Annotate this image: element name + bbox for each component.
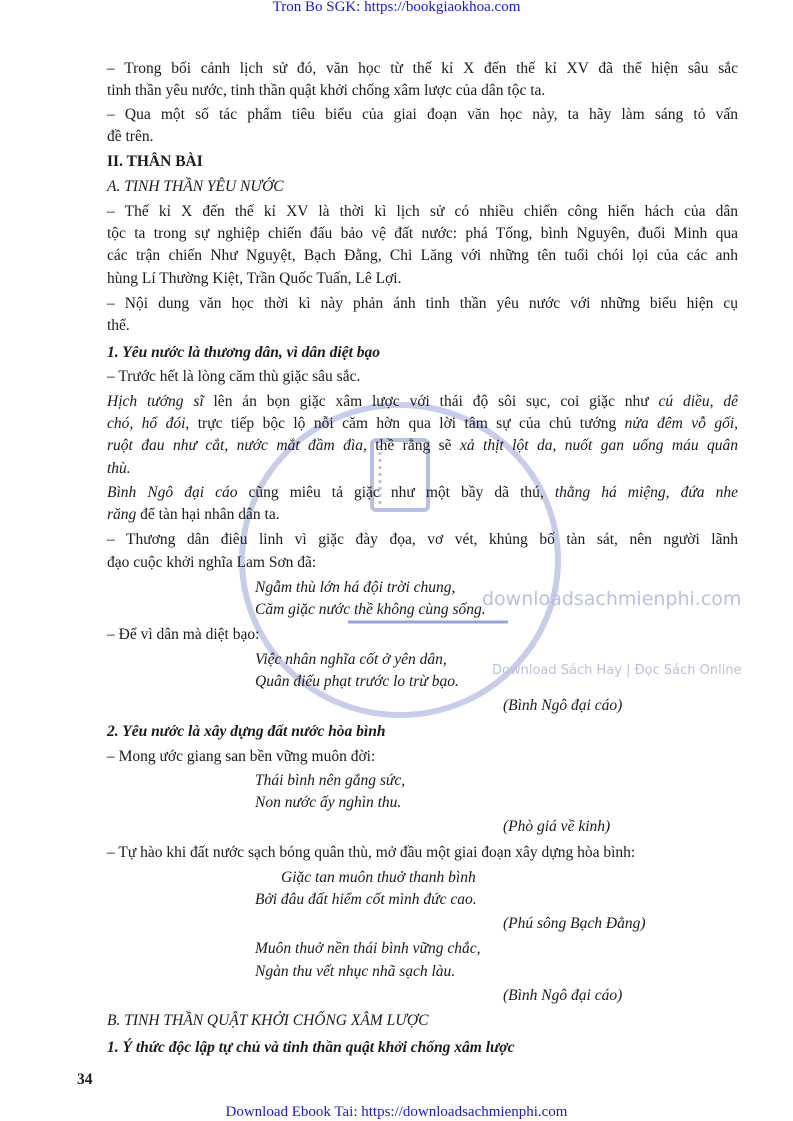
page-number: 34	[77, 1071, 93, 1088]
verse-line: Căm giặc nước thề không cùng sống.	[255, 601, 486, 618]
header-link[interactable]: Tron Bo SGK: https://bookgiaokhoa.com	[272, 0, 521, 15]
subsection-heading: 1. Yêu nước là thương dân, vì dân diệt bạo	[107, 344, 381, 361]
source-citation: (Bình Ngô đại cáo)	[503, 697, 623, 714]
paragraph-line: – Thế kỉ X đến thế kỉ XV là thời kì lịch sử có nhiều chiến công hiển hách của dân	[107, 203, 738, 220]
paragraph-line: thể.	[107, 317, 130, 334]
paragraph-line: – Thương dân điêu linh vì giặc đày đọa, vơ vét, khủng bố tàn sát, nên người lãnh	[107, 531, 738, 548]
intro-line: tinh thần yêu nước, tinh thần quật khởi chống xâm lược của dân tộc ta.	[107, 82, 546, 99]
intro-line: – Qua một số tác phẩm tiêu biểu của giai đoạn văn học này, ta hãy làm sáng tỏ vấn	[107, 106, 738, 123]
quote: ruột đau như cắt, nước mắt đầm đìa	[107, 437, 363, 454]
verse-line: Giặc tan muôn thuở thanh bình	[281, 869, 476, 886]
source-citation: (Phú sông Bạch Đằng)	[503, 915, 646, 932]
work-title: Bình Ngô đại cáo	[107, 484, 238, 501]
quote: nửa đêm vỗ gối,	[624, 415, 738, 432]
paragraph-line	[107, 436, 738, 456]
quote: răng	[107, 506, 137, 523]
paragraph-line: – Nội dung văn học thời kì này phản ánh tinh thần yêu nước với những biểu hiện cụ	[107, 295, 738, 312]
paragraph-line	[107, 459, 738, 479]
quote: xả thịt lột da, nuốt gan uống máu quân	[460, 437, 738, 454]
subsection-heading: 1. Ý thức độc lập tự chủ và tinh thần quật khởi chống xâm lược	[107, 1039, 515, 1056]
text: , thề rằng sẽ	[363, 437, 460, 454]
work-title: Hịch tướng sĩ	[107, 393, 204, 410]
intro-line: – Trong bối cảnh lịch sử đó, văn học từ thế kỉ X đến thế kỉ XV đã thể hiện sâu sắc	[107, 60, 738, 77]
paragraph-line	[107, 414, 738, 434]
source-citation: (Phò giá về kinh)	[503, 818, 611, 835]
quote: chó, hổ đói	[107, 415, 186, 432]
intro-line: đề trên.	[107, 128, 154, 145]
section-heading: II. THÂN BÀI	[107, 153, 203, 170]
paragraph-line: tộc ta trong sự nghiệp chiến đấu bảo vệ đất nước: phá Tống, bình Nguyên, đuổi Minh qua	[107, 225, 738, 242]
section-heading: A. TINH THẦN YÊU NƯỚC	[107, 178, 284, 195]
paragraph-line: – Để vì dân mà diệt bạo:	[107, 626, 260, 643]
quote: thằng há miệng, đứa nhe	[554, 484, 738, 501]
source-citation: (Bình Ngô đại cáo)	[503, 987, 623, 1004]
section-heading: B. TINH THẦN QUẬT KHỞI CHỐNG XÂM LƯỢC	[107, 1012, 429, 1029]
paragraph-line: – Tự hào khi đất nước sạch bóng quân thù, mở đầu một giai đoạn xây dựng hòa bình:	[107, 844, 636, 861]
verse-line: Muôn thuở nền thái bình vững chắc,	[255, 940, 481, 957]
watermark-site: downloadsachmienphi.com	[482, 588, 742, 610]
paragraph-line	[107, 505, 738, 525]
text: cũng miêu tả giặc như một bầy dã thú,	[237, 484, 555, 501]
verse-line: Ngẫm thù lớn há đội trời chung,	[255, 579, 456, 596]
footer-link[interactable]: Download Ebook Tai: https://downloadsachmienphi.com	[225, 1104, 568, 1120]
paragraph-line: hùng Lí Thường Kiệt, Trần Quốc Tuấn, Lê Lợi.	[107, 270, 402, 287]
text: để tàn hại nhân dân ta.	[136, 506, 280, 523]
subsection-heading: 2. Yêu nước là xây dựng đất nước hòa bình	[107, 723, 386, 740]
verse-line: Non nước ấy nghìn thu.	[255, 794, 402, 811]
watermark-slogan: Download Sách Hay | Đọc Sách Online	[492, 663, 742, 678]
verse-line: Thái bình nên gắng sức,	[255, 772, 406, 789]
quote: cú diều, dê	[658, 393, 738, 410]
verse-line: Quân điếu phạt trước lo trừ bạo.	[255, 673, 459, 690]
verse-line: Bởi đâu đất hiểm cốt mình đức cao.	[255, 891, 477, 908]
verse-line: Ngàn thu vết nhục nhã sạch làu.	[255, 963, 456, 980]
paragraph-line	[107, 483, 738, 503]
paragraph-line: – Mong ước giang san bền vững muôn đời:	[107, 748, 376, 765]
paragraph-line: – Trước hết là lòng căm thù giặc sâu sắc.	[107, 368, 361, 385]
quote: thù.	[107, 460, 131, 477]
text: , trực tiếp bộc lộ nỗi căm hờn qua lời tâm sự của chủ tướng	[185, 415, 625, 432]
text: lên án bọn giặc xâm lược với thái độ sôi sục, coi giặc như	[203, 393, 659, 410]
paragraph-line: đạo cuộc khởi nghĩa Lam Sơn đã:	[107, 554, 317, 571]
verse-line: Việc nhân nghĩa cốt ở yên dân,	[255, 651, 447, 668]
paragraph-line	[107, 392, 738, 412]
paragraph-line: các trận chiến Như Nguyệt, Bạch Đằng, Chi Lăng với những tên tuổi chói lọi của các anh	[107, 247, 738, 264]
